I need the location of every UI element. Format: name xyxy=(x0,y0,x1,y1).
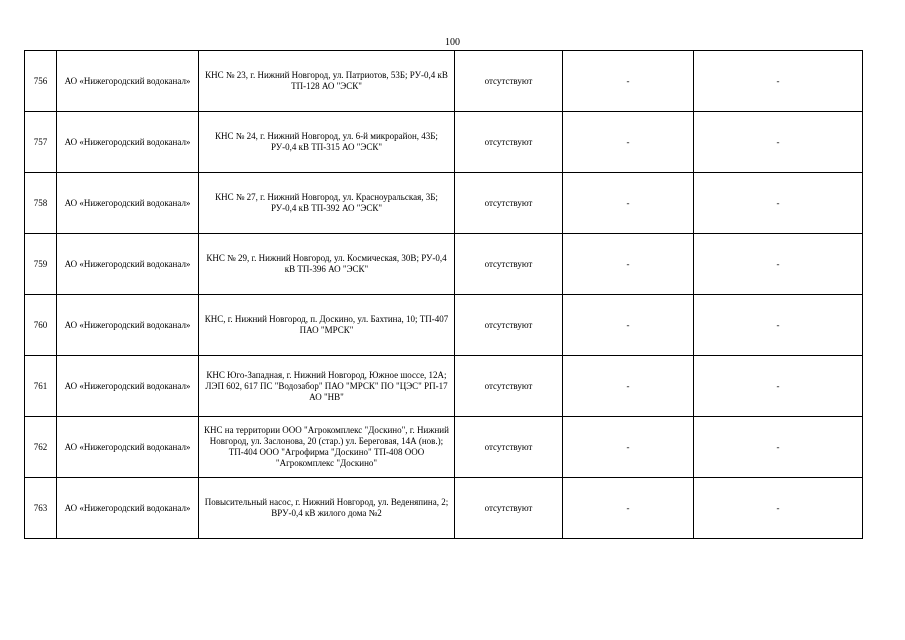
status-cell: отсутствуют xyxy=(455,112,563,173)
owner-cell: АО «Нижегородский водоканал» xyxy=(57,295,199,356)
dash-cell: - xyxy=(563,295,694,356)
row-number: 758 xyxy=(25,173,57,234)
table-row xyxy=(25,112,863,173)
dash-cell: - xyxy=(694,234,863,295)
status-cell: отсутствуют xyxy=(455,356,563,417)
dash-cell: - xyxy=(563,112,694,173)
registry-table xyxy=(24,50,863,539)
row-number: 759 xyxy=(25,234,57,295)
dash-cell: - xyxy=(563,173,694,234)
owner-cell: АО «Нижегородский водоканал» xyxy=(57,417,199,478)
table-row xyxy=(25,295,863,356)
dash-cell: - xyxy=(694,112,863,173)
row-number: 761 xyxy=(25,356,57,417)
dash-cell: - xyxy=(694,417,863,478)
object-cell: КНС № 27, г. Нижний Новгород, ул. Красноуральская, 3Б; РУ-0,4 кВ ТП-392 АО "ЭСК" xyxy=(199,173,455,234)
object-cell: КНС № 24, г. Нижний Новгород, ул. 6-й микрорайон, 43Б; РУ-0,4 кВ ТП-315 АО "ЭСК" xyxy=(199,112,455,173)
status-cell: отсутствуют xyxy=(455,173,563,234)
status-cell: отсутствуют xyxy=(455,295,563,356)
object-cell: КНС Юго-Западная, г. Нижний Новгород, Южное шоссе, 12А; ЛЭП 602, 617 ПС "Водозабор" ПАО "МРСК" ПО "ЦЭС" РП-17 АО "НВ" xyxy=(199,356,455,417)
status-cell: отсутствуют xyxy=(455,478,563,539)
dash-cell: - xyxy=(694,295,863,356)
object-cell: КНС, г. Нижний Новгород, п. Доскино, ул. Бахтина, 10; ТП-407 ПАО "МРСК" xyxy=(199,295,455,356)
row-number: 756 xyxy=(25,51,57,112)
status-cell: отсутствуют xyxy=(455,417,563,478)
row-number: 757 xyxy=(25,112,57,173)
owner-cell: АО «Нижегородский водоканал» xyxy=(57,112,199,173)
status-cell: отсутствуют xyxy=(455,234,563,295)
table-row xyxy=(25,51,863,112)
object-cell: Повысительный насос, г. Нижний Новгород, ул. Веденяпина, 2; ВРУ-0,4 кВ жилого дома №2 xyxy=(199,478,455,539)
table-row xyxy=(25,234,863,295)
dash-cell: - xyxy=(694,478,863,539)
dash-cell: - xyxy=(694,356,863,417)
dash-cell: - xyxy=(563,417,694,478)
owner-cell: АО «Нижегородский водоканал» xyxy=(57,51,199,112)
table-row xyxy=(25,356,863,417)
object-cell: КНС № 23, г. Нижний Новгород, ул. Патриотов, 53Б; РУ-0,4 кВ ТП-128 АО "ЭСК" xyxy=(199,51,455,112)
table-row xyxy=(25,417,863,478)
dash-cell: - xyxy=(563,478,694,539)
table-row xyxy=(25,173,863,234)
row-number: 763 xyxy=(25,478,57,539)
object-cell: КНС на территории ООО "Агрокомплекс "Доскино", г. Нижний Новгород, ул. Заслонова, 20 (стар.) ул. Береговая, 14А (нов.); ТП-404 ООО "Агрофирма "Доскино" ТП-408 ООО "Агрокомплекс "Доскино" xyxy=(199,417,455,478)
owner-cell: АО «Нижегородский водоканал» xyxy=(57,478,199,539)
table-row xyxy=(25,478,863,539)
page-number: 100 xyxy=(445,37,460,48)
dash-cell: - xyxy=(563,356,694,417)
owner-cell: АО «Нижегородский водоканал» xyxy=(57,356,199,417)
dash-cell: - xyxy=(563,51,694,112)
dash-cell: - xyxy=(694,173,863,234)
row-number: 762 xyxy=(25,417,57,478)
dash-cell: - xyxy=(563,234,694,295)
row-number: 760 xyxy=(25,295,57,356)
dash-cell: - xyxy=(694,51,863,112)
object-cell: КНС № 29, г. Нижний Новгород, ул. Космическая, 30В; РУ-0,4 кВ ТП-396 АО "ЭСК" xyxy=(199,234,455,295)
owner-cell: АО «Нижегородский водоканал» xyxy=(57,173,199,234)
owner-cell: АО «Нижегородский водоканал» xyxy=(57,234,199,295)
status-cell: отсутствуют xyxy=(455,51,563,112)
